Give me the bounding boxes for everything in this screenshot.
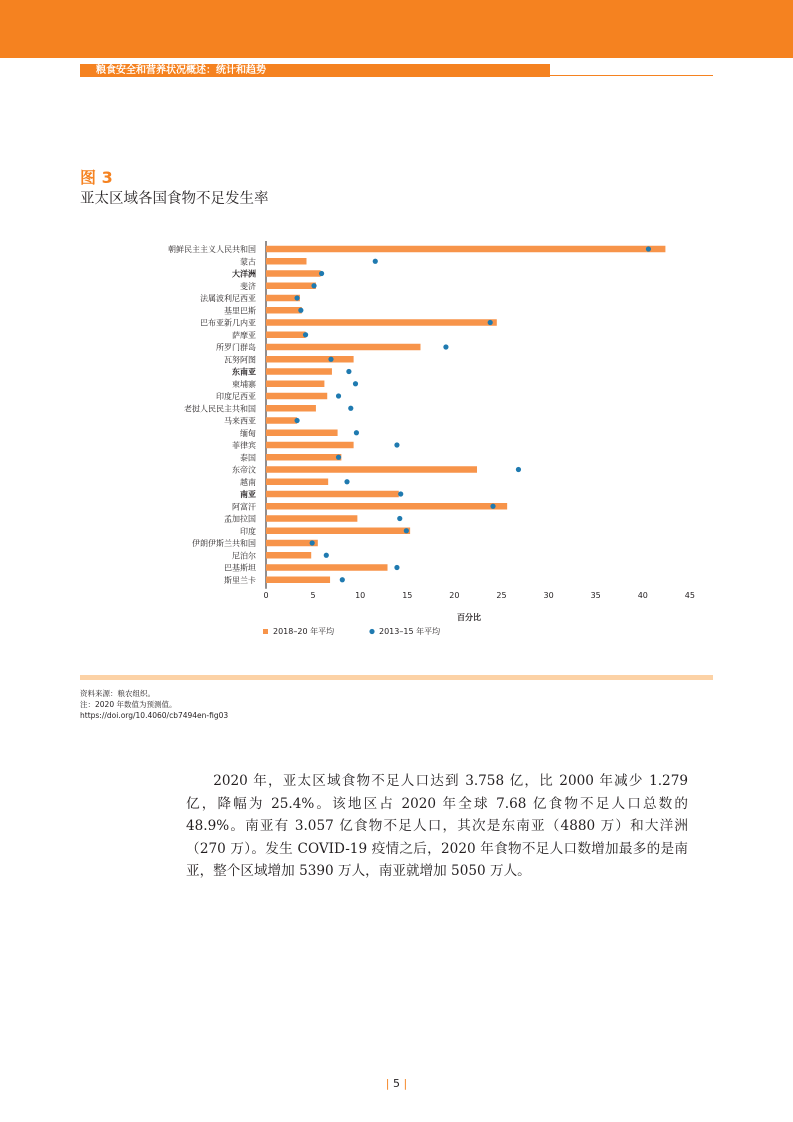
bar-2018-20 (266, 577, 330, 584)
category-label: 基里巴斯 (224, 306, 256, 316)
dot-2013-15 (298, 308, 303, 313)
bar-2018-20 (266, 393, 327, 400)
category-label: 孟加拉国 (224, 514, 256, 524)
bar-2018-20 (266, 319, 497, 326)
dot-2013-15 (348, 406, 353, 411)
x-tick-label: 20 (449, 591, 460, 600)
bar-2018-20 (266, 258, 307, 265)
x-tick-label: 0 (263, 591, 269, 600)
dot-2013-15 (490, 504, 495, 509)
page-bar-right: | (403, 1077, 408, 1090)
category-label: 南亚 (240, 490, 256, 499)
source-line: 资料来源：粮农组织。 (80, 689, 155, 698)
x-tick-label: 30 (543, 591, 554, 600)
category-label: 所罗门群岛 (216, 343, 256, 352)
dot-2013-15 (294, 418, 299, 423)
bar-2018-20 (266, 332, 306, 339)
category-label: 伊朗伊斯兰共和国 (192, 539, 256, 548)
bar-2018-20 (266, 466, 477, 473)
category-label: 马来西亚 (224, 416, 256, 426)
bar-2018-20 (266, 528, 410, 535)
bar-2018-20 (266, 246, 665, 253)
bar-2018-20 (266, 442, 354, 449)
dot-2013-15 (394, 565, 399, 570)
legend-swatch-dot (369, 629, 374, 634)
figure-label: 图 3 (80, 168, 113, 187)
dot-2013-15 (354, 430, 359, 435)
category-label: 老挝人民民主共和国 (184, 404, 256, 414)
dot-2013-15 (303, 332, 308, 337)
category-label: 巴布亚新几内亚 (200, 318, 256, 328)
bar-2018-20 (266, 564, 388, 571)
category-label: 尼泊尔 (232, 551, 256, 561)
category-label: 泰国 (240, 453, 256, 463)
dot-2013-15 (353, 381, 358, 386)
dot-2013-15 (373, 259, 378, 264)
bar-2018-20 (266, 381, 324, 388)
category-label: 瓦努阿图 (224, 355, 256, 365)
dot-2013-15 (336, 455, 341, 460)
bar-2018-20 (266, 491, 399, 498)
doi-link[interactable]: https://doi.org/10.4060/cb7494en-fig03 (80, 711, 229, 720)
bar-2018-20 (266, 344, 420, 351)
bar-2018-20 (266, 283, 316, 290)
x-axis-label: 百分比 (457, 613, 481, 622)
figure-divider (80, 675, 713, 680)
bar-2018-20 (266, 356, 354, 363)
body-paragraph: 2020 年，亚太区域食物不足人口达到 3.758 亿，比 2000 年减少 1.279 亿，降幅为 25.4%。该地区占 2020 年全球 7.68 亿食物不足人口总数的 48.9%。南亚有 3.057 亿食物不足人口，其次是东南亚（4880 万）和大洋洲（270 万）。发生 COVID-19 疫情之后，2020 年食物不足人口数增加最多的是南亚，整个区域增加 5390 万人，南亚就增加 5050 万人。 (186, 773, 688, 879)
page-number-value: 5 (393, 1077, 400, 1090)
bar-2018-20 (266, 405, 316, 412)
category-label: 缅甸 (240, 428, 256, 438)
dot-2013-15 (516, 467, 521, 472)
dot-2013-15 (319, 271, 324, 276)
category-label: 大洋洲 (232, 269, 256, 279)
category-label: 柬埔寨 (232, 379, 256, 389)
x-tick-label: 25 (496, 591, 507, 600)
bar-2018-20 (266, 503, 507, 510)
dot-2013-15 (328, 357, 333, 362)
dot-2013-15 (404, 528, 409, 533)
category-label: 斯里兰卡 (224, 575, 256, 585)
note-line: 注：2020 年数值为预测值。 (80, 700, 177, 709)
category-label: 斐济 (240, 281, 256, 291)
legend-swatch-bar (263, 629, 268, 634)
figure-title: 亚太区域各国食物不足发生率 (80, 191, 269, 207)
x-tick-label: 5 (310, 591, 316, 600)
figure-source-notes (80, 688, 228, 721)
dot-2013-15 (310, 540, 315, 545)
legend-label-2018-20: 2018–20 年平均 (273, 627, 335, 636)
category-label: 萨摩亚 (232, 330, 256, 340)
dot-2013-15 (394, 442, 399, 447)
running-header: 粮食安全和营养状况概述：统计和趋势 (96, 65, 266, 76)
category-label: 朝鲜民主主义人民共和国 (168, 245, 256, 254)
category-label: 巴基斯坦 (224, 563, 256, 573)
dot-2013-15 (397, 516, 402, 521)
bar-2018-20 (266, 270, 321, 277)
category-label: 印度尼西亚 (216, 392, 256, 401)
bar-2018-20 (266, 417, 297, 424)
category-label: 印度 (240, 526, 256, 536)
page-bar-left: | (385, 1077, 390, 1090)
dot-2013-15 (344, 479, 349, 484)
dot-2013-15 (398, 491, 403, 496)
bar-2018-20 (266, 479, 328, 486)
bar-2018-20 (266, 552, 311, 559)
dot-2013-15 (346, 369, 351, 374)
dot-2013-15 (340, 577, 345, 582)
category-label: 阿富汗 (232, 502, 256, 512)
category-label: 东南亚 (232, 367, 256, 377)
bar-2018-20 (266, 454, 341, 461)
category-label: 菲律宾 (232, 441, 256, 450)
dot-2013-15 (311, 283, 316, 288)
dot-2013-15 (488, 320, 493, 325)
x-tick-label: 15 (402, 591, 413, 600)
dot-2013-15 (646, 246, 651, 251)
dot-2013-15 (336, 393, 341, 398)
x-tick-label: 10 (355, 591, 366, 600)
category-label: 法属波利尼西亚 (200, 294, 256, 303)
legend-label-2013-15: 2013–15 年平均 (379, 627, 441, 636)
bar-2018-20 (266, 307, 302, 314)
dot-2013-15 (443, 344, 448, 349)
x-tick-label: 35 (590, 591, 601, 600)
x-tick-label: 40 (637, 591, 648, 600)
bar-2018-20 (266, 368, 332, 375)
category-label: 东帝汶 (232, 465, 256, 475)
bar-2018-20 (266, 515, 357, 522)
category-label: 蒙古 (240, 257, 256, 267)
dot-2013-15 (324, 553, 329, 558)
page-number (0, 1077, 793, 1090)
bar-2018-20 (266, 430, 338, 437)
category-label: 越南 (240, 477, 256, 487)
x-tick-label: 45 (684, 591, 695, 600)
dot-2013-15 (294, 295, 299, 300)
